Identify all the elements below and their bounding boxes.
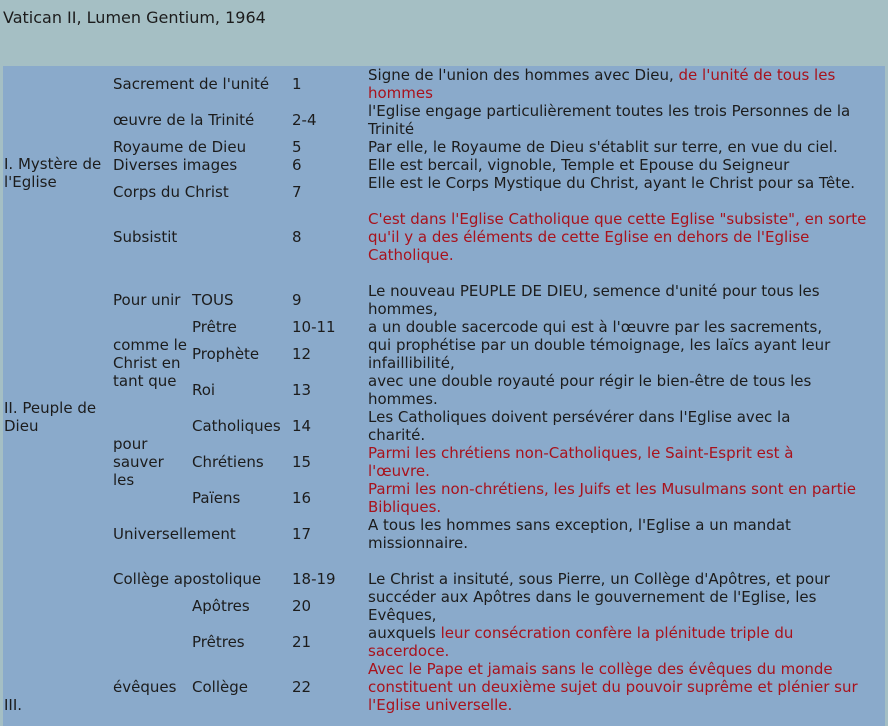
sub-topic-label: Collège (192, 678, 248, 696)
description: A tous les hommes sans exception, l'Eglise a un mandat missionnaire. (368, 516, 791, 552)
sub-topic-label: Apôtres (192, 597, 250, 615)
paragraph-number: 9 (292, 291, 302, 309)
description: Elle est le Corps Mystique du Christ, ayant le Christ pour sa Tête. (368, 174, 856, 192)
description: Le nouveau PEUPLE DE DIEU, semence d'unité pour tous les hommes, (368, 282, 820, 318)
topic-label: Subsistit (113, 228, 178, 246)
topic-label: Sacrement de l'unité (113, 75, 270, 93)
description: avec une double royauté pour régir le bien-être de tous les hommes. (368, 372, 812, 408)
paragraph-number: 13 (292, 381, 312, 399)
description: Le Christ a insituté, sous Pierre, un Collège d'Apôtres, et pour succéder aux Apôtres dans le gouvernement de l'Eglise, les Evêques, (368, 570, 830, 624)
description: C'est dans l'Eglise Catholique que cette Eglise "subsiste", en sorte qu'il y a des éléments de cette Eglise en dehors de l'Eglise Catholique. (368, 210, 867, 264)
paragraph-number: 17 (292, 525, 312, 543)
topic-label: Royaume de Dieu (113, 138, 247, 156)
paragraph-number: 5 (292, 138, 302, 156)
paragraph-number: 20 (292, 597, 312, 615)
sub-topic-label: Prêtres (192, 633, 245, 651)
topic-label: Corps du Christ (113, 183, 229, 201)
sub-topic-label: Roi (192, 381, 216, 399)
description: Elle est bercail, vignoble, Temple et Epouse du Seigneur (368, 156, 790, 174)
description: qui prophétise par un double témoignage, les laïcs ayant leur infaillibilité, (368, 336, 831, 372)
sub-topic-label: Prêtre (192, 318, 237, 336)
description: l'Eglise engage particulièrement toutes les trois Personnes de la Trinité (368, 102, 851, 138)
description: Par elle, le Royaume de Dieu s'établit sur terre, en vue du ciel. (368, 138, 838, 156)
group-label: pour sauver les (113, 435, 164, 489)
paragraph-number: 15 (292, 453, 312, 471)
group-label: comme le Christ en tant que (113, 336, 188, 390)
outline-table (3, 66, 885, 726)
topic-label: Diverses images (113, 156, 238, 174)
section-label: III. (4, 696, 23, 714)
section-label: I. Mystère de l'Eglise (4, 155, 102, 191)
paragraph-number: 6 (292, 156, 302, 174)
topic-label: œuvre de la Trinité (113, 111, 255, 129)
description: Les Catholiques doivent persévérer dans l'Eglise avec la charité. (368, 408, 791, 444)
paragraph-number: 7 (292, 183, 302, 201)
paragraph-number: 16 (292, 489, 312, 507)
sub-topic-label: Païens (192, 489, 241, 507)
paragraph-number: 10-11 (292, 318, 336, 336)
topic-label: Universellement (113, 525, 236, 543)
description: Parmi les non-chrétiens, les Juifs et les Musulmans sont en partie Bibliques. (368, 480, 856, 516)
page-title: Vatican II, Lumen Gentium, 1964 (3, 8, 266, 27)
paragraph-number: 1 (292, 75, 302, 93)
description: a un double sacercode qui est à l'œuvre par les sacrements, (368, 318, 823, 336)
paragraph-number: 21 (292, 633, 312, 651)
paragraph-number: 18-19 (292, 570, 336, 588)
description: Avec le Pape et jamais sans le collège des évêques du monde constituent un deuxième sujet du pouvoir suprême et plénier sur l'Eglise universelle. (368, 660, 858, 714)
section-label: II. Peuple de Dieu (4, 399, 97, 435)
description: Signe de l'union des hommes avec Dieu, de l'unité de tous les hommes (368, 66, 836, 102)
topic-label: Pour unir (113, 291, 181, 309)
paragraph-number: 8 (292, 228, 302, 246)
description: Parmi les chrétiens non-Catholiques, le Saint-Esprit est à l'œuvre. (368, 444, 794, 480)
sub-topic-label: TOUS (192, 291, 234, 309)
description: auxquels leur consécration confère la plénitude triple du sacerdoce. (368, 624, 794, 660)
sub-topic-label: Catholiques (192, 417, 281, 435)
sub-topic-label: Chrétiens (192, 453, 264, 471)
paragraph-number: 2-4 (292, 111, 317, 129)
paragraph-number: 12 (292, 345, 312, 363)
group-label: évêques (113, 678, 177, 696)
topic-label: Collège apostolique (113, 570, 262, 588)
sub-topic-label: Prophète (192, 345, 260, 363)
paragraph-number: 22 (292, 678, 312, 696)
paragraph-number: 14 (292, 417, 312, 435)
